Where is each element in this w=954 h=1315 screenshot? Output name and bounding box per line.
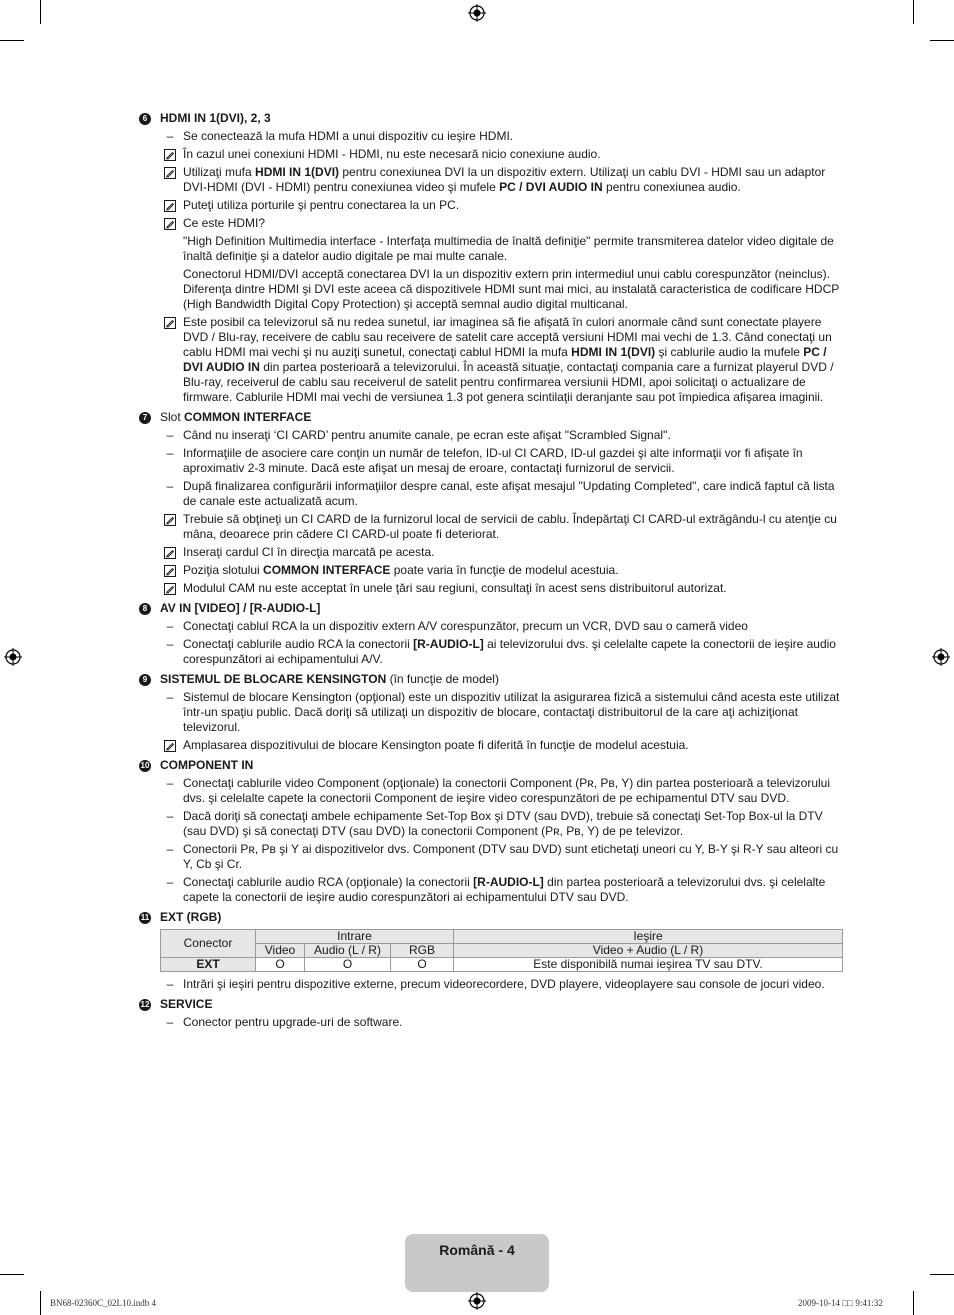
- note-pencil-icon: [164, 218, 176, 230]
- text-run: Trebuie să obţineţi un CI CARD de la furnizorul local de servicii de cablu. Îndepărtaţi CI CARD-ul extrăgându-l cu atenţie cu mâna, deoarece prin cădere CI CARD-ul poate fi deteriorat.: [183, 512, 837, 541]
- paragraph: [183, 738, 843, 753]
- section-number-badge: 9: [139, 674, 151, 686]
- dash-bullet: –: [166, 776, 174, 790]
- section-title: [160, 601, 320, 616]
- table-row-name: EXT: [161, 958, 256, 972]
- paragraph: [183, 428, 843, 443]
- section-heading: [139, 601, 843, 616]
- dash-bullet: –: [166, 428, 174, 442]
- text-run: Conectaţi cablul RCA la un dispozitiv extern A/V corespunzător, precum un VCR, DVD sau o cameră video: [183, 619, 748, 633]
- table-subheader-rgb: RGB: [391, 944, 454, 958]
- section-heading: [139, 997, 843, 1012]
- paragraph: [183, 479, 843, 509]
- section-title: [160, 758, 253, 773]
- bullet-item: [139, 977, 843, 992]
- note-item: [139, 512, 843, 542]
- paragraph: [183, 977, 843, 992]
- paragraph: [183, 512, 843, 542]
- text-run: Se conectează la mufa HDMI a unui dispozitiv cu ieşire HDMI.: [183, 129, 514, 143]
- text-run: După finalizarea configurării informaţiilor despre canal, este afişat mesajul "Updating Completed", care indică faptul că lista de canale este actualizată acum.: [183, 479, 835, 508]
- text-run: Dacă doriţi să conectaţi ambele echipamente Set-Top Box şi DTV (sau DVD), trebuie să conectaţi Set-Top Box-ul la DTV (sau DVD) şi să conectaţi DTV (sau DVD) la conectorii Component (Pʀ, Pʙ, Y) de pe televizor.: [183, 809, 823, 838]
- bullet-item: [139, 479, 843, 509]
- crop-mark: [40, 1291, 41, 1315]
- note-pencil-icon: [164, 547, 176, 559]
- text-run: poate varia în funcţie de modelul acestuia.: [390, 563, 619, 577]
- section-heading: [139, 672, 843, 687]
- note-pencil-icon: [164, 200, 176, 212]
- text-run: Utilizaţi mufa: [183, 165, 256, 179]
- text-run: Conectaţi cablurile audio RCA la conectorii: [183, 637, 414, 651]
- crop-mark: [0, 40, 24, 41]
- paragraph: [183, 1015, 843, 1030]
- section-heading: [139, 758, 843, 773]
- text-run: Puteţi utiliza porturile şi pentru conectarea la un PC.: [183, 198, 460, 212]
- text-run: (în funcţie de model): [386, 672, 499, 686]
- bullet-item: [139, 875, 843, 905]
- section-number-badge: 12: [140, 999, 150, 1009]
- bullet-item: [139, 809, 843, 839]
- bullet-item: [139, 446, 843, 476]
- registration-mark-icon: [932, 648, 950, 666]
- paragraph: [183, 637, 843, 667]
- page-number: Română - 4: [439, 1242, 515, 1258]
- section-heading: [139, 910, 843, 925]
- registration-mark-icon: [468, 1292, 486, 1310]
- section-number-badge: 7: [139, 412, 151, 424]
- dash-bullet: –: [166, 809, 174, 823]
- bold-text: EXT (RGB): [160, 910, 222, 924]
- paragraph: [183, 842, 843, 872]
- dash-bullet: –: [166, 1015, 174, 1029]
- table-cell: Este disponibilă numai ieşirea TV sau DTV.: [454, 958, 843, 972]
- paragraph: [183, 267, 843, 312]
- paragraph: [183, 545, 843, 560]
- text-run: "High Definition Multimedia interface - Interfaţa multimedia de înaltă definiţie" permite transmiterea datelor video digitale de înaltă definiţie şi a datelor audio digitale pe mai multe canale.: [183, 234, 834, 263]
- bold-text: COMMON INTERFACE: [184, 410, 312, 424]
- section-title: [160, 672, 499, 687]
- table-header-output: Ieşire: [454, 930, 843, 944]
- text-run: Intrări şi ieşiri pentru dispozitive externe, precum videorecordere, DVD playere, videoplayere sau console de jocuri video.: [183, 977, 825, 991]
- bold-text: PC / DVI AUDIO IN: [183, 345, 827, 374]
- table-header-connector: Conector: [161, 930, 256, 958]
- bold-text: PC / DVI AUDIO IN: [499, 180, 603, 194]
- bold-text: [R-AUDIO-L]: [413, 637, 484, 651]
- bold-text: [R-AUDIO-L]: [473, 875, 544, 889]
- note-pencil-icon: [164, 317, 176, 329]
- bullet-item: [139, 637, 843, 667]
- registration-mark-icon: [468, 4, 486, 22]
- bullet-item: [139, 776, 843, 806]
- dash-bullet: –: [166, 842, 174, 856]
- paragraph: [183, 809, 843, 839]
- dash-bullet: –: [166, 446, 174, 460]
- paragraph: [183, 234, 843, 264]
- text-run: pentru conexiunea audio.: [602, 180, 741, 194]
- dash-bullet: –: [166, 875, 174, 889]
- text-run: Poziţia slotului: [183, 563, 264, 577]
- text-run: Conectorii Pʀ, Pʙ şi Y ai dispozitivelor dvs. Component (DTV sau DVD) sunt etichetaţi uneori cu Y, B-Y şi R-Y sau alteori cu Y, Cb şi Cr.: [183, 842, 839, 871]
- crop-mark: [913, 1291, 914, 1315]
- table-subheader-output: Video + Audio (L / R): [454, 944, 843, 958]
- section-heading: [139, 111, 843, 126]
- bullet-item: [139, 619, 843, 634]
- text-run: Conectorul HDMI/DVI acceptă conectarea DVI la un dispozitiv extern prin intermediul unui cablu corespunzător (neinclus). Diferenţa dintre HDMI şi DVI este aceea că dispozitivele HDMI sunt mai mici, au instalată caracteristica de codificare HDCP (High Bandwidth Digital Copy Protection) şi acceptă semnal audio digital multicanal.: [183, 267, 840, 311]
- note-pencil-icon: [164, 740, 176, 752]
- text-run: Când nu inseraţi ‘CI CARD’ pentru anumite canale, pe ecran este afişat "Scrambled Signal".: [183, 428, 671, 442]
- crop-mark: [40, 0, 41, 24]
- paragraph: [183, 147, 843, 162]
- crop-mark: [930, 1274, 954, 1275]
- bold-text: SERVICE: [160, 997, 213, 1011]
- table-cell: O: [256, 958, 305, 972]
- text-run: Conector pentru upgrade-uri de software.: [183, 1015, 403, 1029]
- ext-connector-table: [160, 929, 843, 972]
- bold-text: HDMI IN 1(DVI): [255, 165, 340, 179]
- table-cell: O: [391, 958, 454, 972]
- bullet-item: [139, 428, 843, 443]
- bold-text: HDMI IN 1(DVI), 2, 3: [160, 111, 271, 125]
- crop-mark: [913, 0, 914, 24]
- note-item: [139, 545, 843, 560]
- dash-bullet: –: [166, 479, 174, 493]
- bullet-item: [139, 842, 843, 872]
- note-item: [139, 563, 843, 578]
- text-run: ai televizorului dvs. şi celelalte capete la conectorii de ieşire audio corespunzători ai echipamentului A/V.: [183, 637, 836, 666]
- paragraph: [183, 165, 843, 195]
- print-slug-date: 2009-10-14 □□ 9:41:32: [798, 1298, 883, 1308]
- note-pencil-icon: [164, 514, 176, 526]
- table-cell: O: [305, 958, 391, 972]
- note-pencil-icon: [164, 149, 176, 161]
- section-title: [160, 410, 311, 425]
- bold-text: COMMON INTERFACE: [263, 563, 391, 577]
- note-item: [139, 165, 843, 195]
- text-run: şi cablurile audio la mufele: [655, 345, 804, 359]
- paragraph: [183, 619, 843, 634]
- bold-text: HDMI IN 1(DVI): [571, 345, 656, 359]
- text-run: În cazul unei conexiuni HDMI - HDMI, nu este necesară nicio conexiune audio.: [183, 147, 601, 161]
- dash-bullet: –: [166, 977, 174, 991]
- text-run: Conectaţi cablurile video Component (opţionale) la conectorii Component (Pʀ, Pʙ, Y) din partea posterioară a televizorului dvs. şi celelalte capete la conectorii Component de ieşire video corespunzători de pe echipamentul DTV sau DVD.: [183, 776, 830, 805]
- crop-mark: [0, 1274, 24, 1275]
- section-number-badge: 10: [140, 760, 150, 770]
- print-slug-file: BN68-02360C_02L10.indb 4: [50, 1298, 157, 1308]
- note-item: [139, 315, 843, 405]
- table-subheader-audio: Audio (L / R): [305, 944, 391, 958]
- paragraph: [183, 216, 843, 231]
- section-title: [160, 997, 212, 1012]
- note-pencil-icon: [164, 583, 176, 595]
- section-title: [160, 910, 221, 925]
- section-number-badge: 11: [140, 912, 150, 922]
- text-run: Sistemul de blocare Kensington (opţional) este un dispozitiv utilizat la asigurarea fizică a sistemului când acesta este utilizat într-un spaţiu public. Dacă doriţi să utilizaţi un dispozitiv de blocare, contactaţi distribuitorul de la care aţi achiziţionat televizorul.: [183, 690, 840, 734]
- text-run: Amplasarea dispozitivului de blocare Kensington poate fi diferită în funcţie de modelul acestuia.: [183, 738, 689, 752]
- note-pencil-icon: [164, 167, 176, 179]
- registration-mark-icon: [4, 648, 22, 666]
- bold-text: AV IN [VIDEO] / [R-AUDIO-L]: [160, 601, 321, 615]
- text-run: Slot: [160, 410, 185, 424]
- note-item: [139, 198, 843, 213]
- paragraph: [183, 776, 843, 806]
- note-item: [139, 738, 843, 753]
- dash-bullet: –: [166, 619, 174, 633]
- paragraph: [183, 315, 843, 405]
- paragraph: [183, 563, 843, 578]
- paragraph: [183, 581, 843, 596]
- section-number-badge: 8: [139, 603, 151, 615]
- text-run: Modulul CAM nu este acceptat în unele ţări sau regiuni, consultaţi în acest sens distribuitorul autorizat.: [183, 581, 727, 595]
- note-item: [139, 216, 843, 312]
- text-run: din partea posterioară a televizorului. În această situaţie, contactaţi compania care a furnizat playerul DVD / Blu-ray, receiverul de cablu sau receiverul de satelit pentru confirmarea versiunii HDMI, apoi solicitaţi o actualizare de firmware. Cablurile HDMI mai vechi de versiunea 1.3 pot genera scintilaţii deranjante sau pot împiedica afişarea imaginii.: [183, 360, 834, 404]
- paragraph: [183, 446, 843, 476]
- table-subheader-video: Video: [256, 944, 305, 958]
- note-item: [139, 581, 843, 596]
- table-header-input: Intrare: [256, 930, 454, 944]
- text-run: pentru conexiunea DVI la un dispozitiv extern. Utilizaţi un cablu DVI - HDMI sau un adaptor DVI-HDMI (DVI - HDMI) pentru conexiunea video şi mufele: [183, 165, 826, 194]
- dash-bullet: –: [166, 637, 174, 651]
- text-run: Conectaţi cablurile audio RCA (opţionale) la conectorii: [183, 875, 474, 889]
- paragraph: [183, 875, 843, 905]
- note-pencil-icon: [164, 565, 176, 577]
- dash-bullet: –: [166, 690, 174, 704]
- section-title: [160, 111, 271, 126]
- text-run: Informaţiile de asociere care conţin un număr de telefon, ID-ul CI CARD, ID-ul gazdei şi alte informaţii vor fi afişate în aproximativ 2-3 minute. Dacă este afişat un mesaj de eroare, contactaţi furnizorul de servicii.: [183, 446, 803, 475]
- dash-bullet: –: [166, 129, 174, 143]
- text-run: Ce este HDMI?: [183, 216, 266, 230]
- document-body: [139, 111, 843, 1033]
- text-run: Este posibil ca televizorul să nu redea sunetul, iar imaginea să fie afişată în culori anormale când sunt conectate playere DVD / Blu-ray, receivere de cablu sau receivere de satelit care acceptă versiuni HDMI mai vechi de 1.3. Când conectaţi un cablu HDMI mai vechi şi nu auziţi sunetul, conectaţi cablul HDMI la mufa: [183, 315, 832, 359]
- bold-text: SISTEMUL DE BLOCARE KENSINGTON: [160, 672, 387, 686]
- bullet-item: [139, 129, 843, 144]
- section-number-badge: 6: [139, 113, 151, 125]
- bullet-item: [139, 1015, 843, 1030]
- bullet-item: [139, 690, 843, 735]
- section-heading: [139, 410, 843, 425]
- text-run: din partea posterioară a televizorului dvs. şi celelalte capete la conectorii de ieşire audio corespunzători ai echipamentului DTV sau DVD.: [183, 875, 826, 904]
- paragraph: [183, 690, 843, 735]
- text-run: Inseraţi cardul CI în direcţia marcată pe acesta.: [183, 545, 435, 559]
- bold-text: COMPONENT IN: [160, 758, 254, 772]
- paragraph: [183, 129, 843, 144]
- note-item: [139, 147, 843, 162]
- paragraph: [183, 198, 843, 213]
- crop-mark: [930, 40, 954, 41]
